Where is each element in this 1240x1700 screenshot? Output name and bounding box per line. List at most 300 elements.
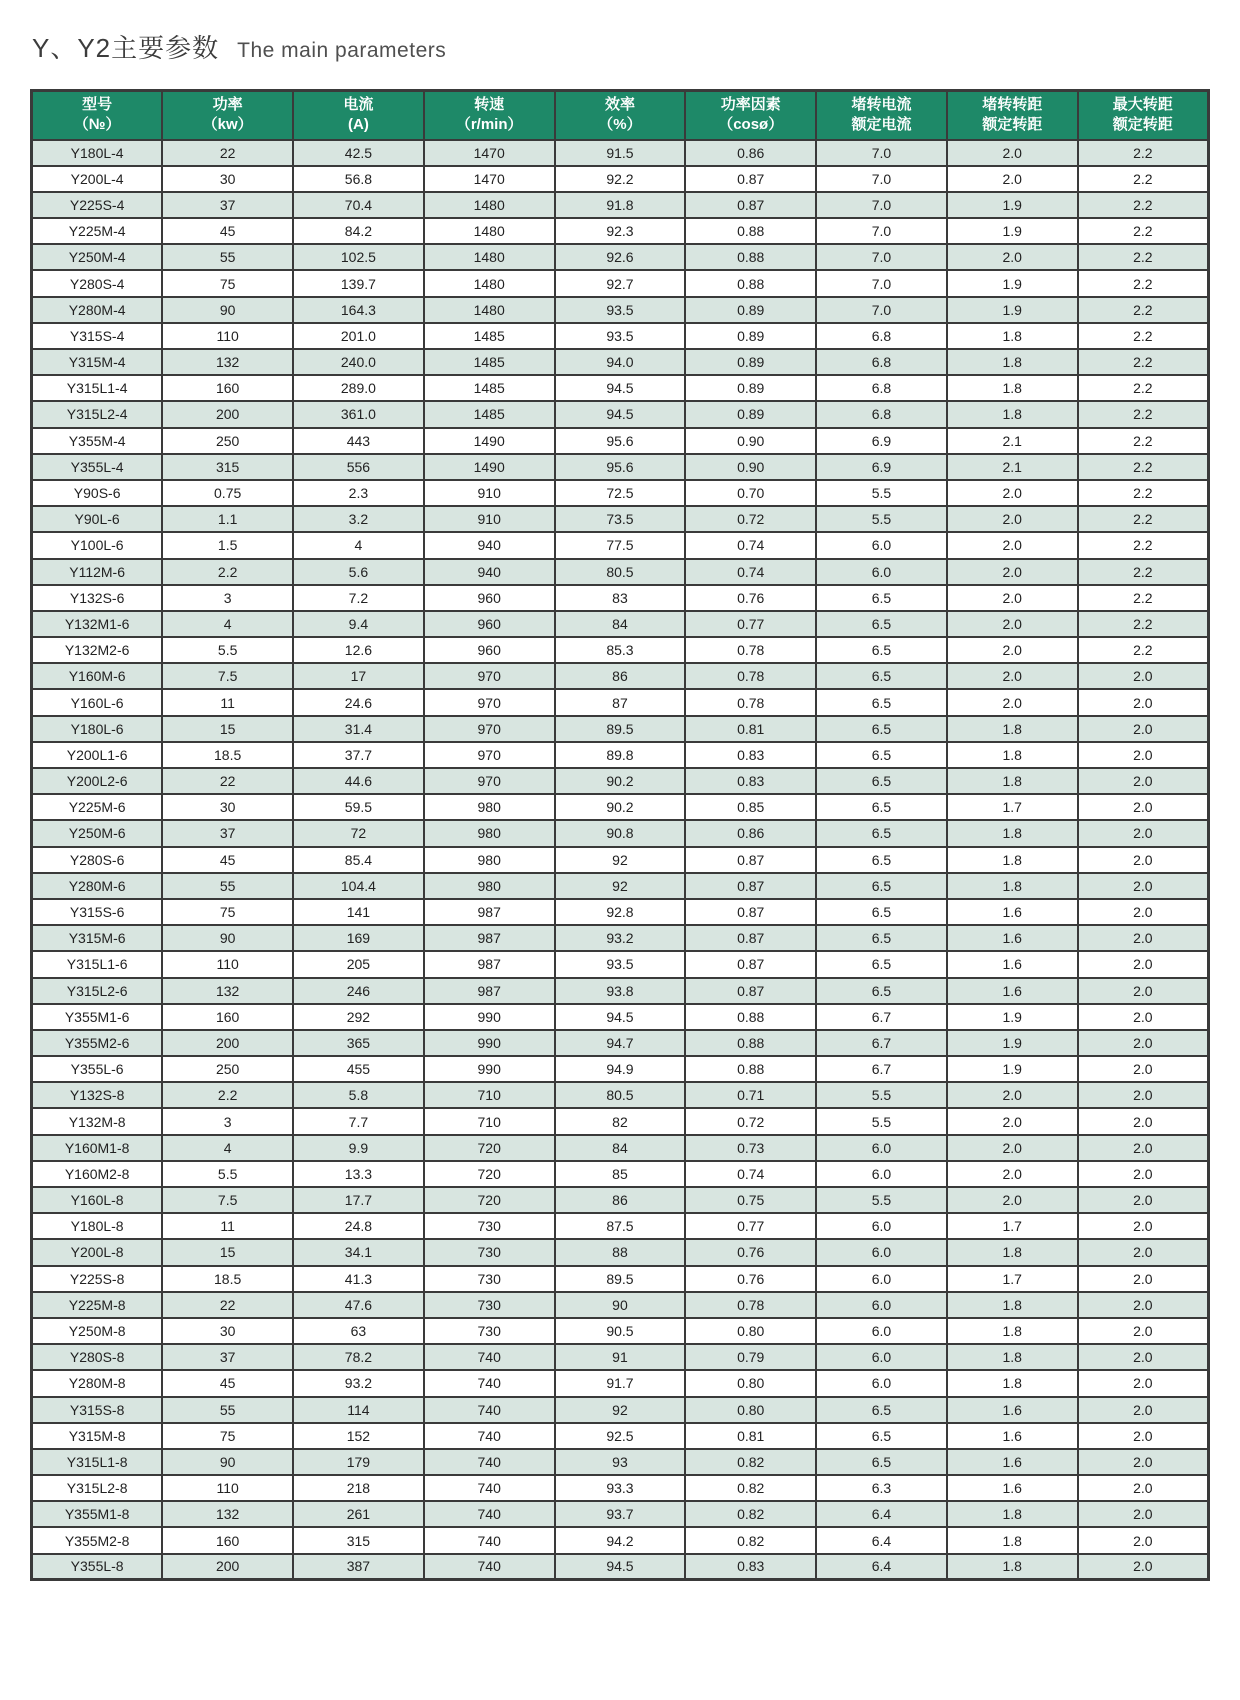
cell-power_kw: 200 bbox=[162, 1030, 293, 1056]
col-header-current-line1: 电流 bbox=[343, 96, 374, 113]
cell-locked_torque_ratio: 1.6 bbox=[947, 1423, 1078, 1449]
cell-power_kw: 250 bbox=[162, 1056, 293, 1082]
table-row bbox=[32, 1187, 1209, 1213]
cell-current_a: 9.9 bbox=[293, 1135, 424, 1161]
cell-current_a: 455 bbox=[293, 1056, 424, 1082]
cell-current_a: 5.8 bbox=[293, 1082, 424, 1108]
cell-locked_current_ratio: 6.7 bbox=[816, 1056, 947, 1082]
cell-locked_torque_ratio: 1.8 bbox=[947, 1554, 1078, 1580]
cell-speed_rpm: 710 bbox=[424, 1082, 555, 1108]
cell-max_torque_ratio: 2.0 bbox=[1078, 1004, 1209, 1030]
cell-power_factor: 0.87 bbox=[685, 847, 816, 873]
table-row bbox=[32, 1108, 1209, 1134]
cell-locked_current_ratio: 6.0 bbox=[816, 1161, 947, 1187]
cell-locked_torque_ratio: 1.8 bbox=[947, 768, 1078, 794]
cell-locked_torque_ratio: 1.8 bbox=[947, 375, 1078, 401]
cell-speed_rpm: 980 bbox=[424, 847, 555, 873]
table-row bbox=[32, 637, 1209, 663]
table-row bbox=[32, 349, 1209, 375]
cell-current_a: 70.4 bbox=[293, 192, 424, 218]
cell-speed_rpm: 970 bbox=[424, 663, 555, 689]
cell-locked_current_ratio: 6.5 bbox=[816, 925, 947, 951]
cell-locked_torque_ratio: 2.0 bbox=[947, 1082, 1078, 1108]
cell-efficiency_pct: 92.5 bbox=[555, 1423, 686, 1449]
col-header-power-factor-line2: （cosø） bbox=[718, 116, 784, 134]
cell-current_a: 44.6 bbox=[293, 768, 424, 794]
cell-power_kw: 5.5 bbox=[162, 1161, 293, 1187]
cell-power_kw: 1.1 bbox=[162, 506, 293, 532]
cell-max_torque_ratio: 2.2 bbox=[1078, 480, 1209, 506]
col-header-model-line2: （№） bbox=[73, 116, 121, 134]
cell-current_a: 315 bbox=[293, 1527, 424, 1553]
cell-efficiency_pct: 94.9 bbox=[555, 1056, 686, 1082]
cell-model: Y132M2-6 bbox=[32, 637, 163, 663]
cell-power_factor: 0.76 bbox=[685, 1239, 816, 1265]
cell-current_a: 289.0 bbox=[293, 375, 424, 401]
cell-speed_rpm: 970 bbox=[424, 768, 555, 794]
cell-efficiency_pct: 95.6 bbox=[555, 428, 686, 454]
cell-efficiency_pct: 89.5 bbox=[555, 1266, 686, 1292]
cell-power_kw: 22 bbox=[162, 140, 293, 166]
cell-max_torque_ratio: 2.0 bbox=[1078, 1187, 1209, 1213]
cell-max_torque_ratio: 2.2 bbox=[1078, 454, 1209, 480]
table-row bbox=[32, 1239, 1209, 1265]
cell-locked_torque_ratio: 1.8 bbox=[947, 1239, 1078, 1265]
cell-power_kw: 45 bbox=[162, 847, 293, 873]
cell-model: Y355M2-6 bbox=[32, 1030, 163, 1056]
cell-efficiency_pct: 85 bbox=[555, 1161, 686, 1187]
cell-power_factor: 0.82 bbox=[685, 1527, 816, 1553]
cell-efficiency_pct: 94.5 bbox=[555, 1554, 686, 1580]
cell-locked_torque_ratio: 1.6 bbox=[947, 1449, 1078, 1475]
cell-max_torque_ratio: 2.0 bbox=[1078, 873, 1209, 899]
cell-locked_current_ratio: 6.0 bbox=[816, 1318, 947, 1344]
cell-locked_torque_ratio: 1.9 bbox=[947, 218, 1078, 244]
cell-locked_torque_ratio: 1.8 bbox=[947, 1344, 1078, 1370]
cell-locked_current_ratio: 5.5 bbox=[816, 1108, 947, 1134]
cell-locked_current_ratio: 5.5 bbox=[816, 1187, 947, 1213]
cell-model: Y132S-6 bbox=[32, 585, 163, 611]
cell-model: Y315S-8 bbox=[32, 1397, 163, 1423]
page-title-en: The main parameters bbox=[237, 39, 447, 62]
cell-speed_rpm: 1485 bbox=[424, 323, 555, 349]
table-row bbox=[32, 768, 1209, 794]
col-header-current bbox=[293, 91, 424, 140]
cell-speed_rpm: 1490 bbox=[424, 428, 555, 454]
cell-efficiency_pct: 90.2 bbox=[555, 768, 686, 794]
table-row bbox=[32, 1082, 1209, 1108]
cell-max_torque_ratio: 2.0 bbox=[1078, 1292, 1209, 1318]
cell-locked_torque_ratio: 2.0 bbox=[947, 1108, 1078, 1134]
cell-model: Y225M-4 bbox=[32, 218, 163, 244]
cell-locked_torque_ratio: 2.0 bbox=[947, 637, 1078, 663]
table-row bbox=[32, 951, 1209, 977]
col-header-speed-line1: 转速 bbox=[474, 96, 505, 113]
cell-power_factor: 0.89 bbox=[685, 349, 816, 375]
cell-model: Y160M1-8 bbox=[32, 1135, 163, 1161]
cell-efficiency_pct: 89.8 bbox=[555, 742, 686, 768]
cell-locked_torque_ratio: 1.6 bbox=[947, 899, 1078, 925]
col-header-efficiency bbox=[555, 91, 686, 140]
cell-speed_rpm: 740 bbox=[424, 1397, 555, 1423]
cell-speed_rpm: 730 bbox=[424, 1213, 555, 1239]
cell-current_a: 24.8 bbox=[293, 1213, 424, 1239]
cell-power_kw: 110 bbox=[162, 1475, 293, 1501]
cell-max_torque_ratio: 2.0 bbox=[1078, 768, 1209, 794]
cell-power_factor: 0.75 bbox=[685, 1187, 816, 1213]
cell-locked_current_ratio: 6.5 bbox=[816, 899, 947, 925]
cell-max_torque_ratio: 2.0 bbox=[1078, 951, 1209, 977]
table-row bbox=[32, 323, 1209, 349]
cell-locked_current_ratio: 6.5 bbox=[816, 1397, 947, 1423]
cell-power_kw: 5.5 bbox=[162, 637, 293, 663]
cell-power_kw: 110 bbox=[162, 323, 293, 349]
table-row bbox=[32, 1554, 1209, 1580]
cell-locked_torque_ratio: 1.8 bbox=[947, 716, 1078, 742]
cell-locked_torque_ratio: 2.0 bbox=[947, 689, 1078, 715]
cell-locked_current_ratio: 6.5 bbox=[816, 847, 947, 873]
cell-speed_rpm: 960 bbox=[424, 637, 555, 663]
cell-power_kw: 30 bbox=[162, 794, 293, 820]
cell-locked_current_ratio: 6.9 bbox=[816, 454, 947, 480]
cell-power_kw: 75 bbox=[162, 270, 293, 296]
cell-current_a: 37.7 bbox=[293, 742, 424, 768]
cell-current_a: 102.5 bbox=[293, 244, 424, 270]
cell-model: Y280S-8 bbox=[32, 1344, 163, 1370]
cell-model: Y315L2-6 bbox=[32, 978, 163, 1004]
cell-power_kw: 90 bbox=[162, 1449, 293, 1475]
cell-efficiency_pct: 93 bbox=[555, 1449, 686, 1475]
col-header-power-factor bbox=[685, 91, 816, 140]
cell-efficiency_pct: 93.8 bbox=[555, 978, 686, 1004]
col-header-max-torque-line2: 额定转距 bbox=[1112, 116, 1173, 134]
cell-model: Y280M-4 bbox=[32, 297, 163, 323]
cell-speed_rpm: 987 bbox=[424, 925, 555, 951]
col-header-locked-current-line1: 堵转电流 bbox=[851, 96, 912, 113]
cell-power_kw: 11 bbox=[162, 689, 293, 715]
cell-locked_current_ratio: 6.5 bbox=[816, 794, 947, 820]
cell-power_factor: 0.78 bbox=[685, 1292, 816, 1318]
col-header-efficiency-line1: 效率 bbox=[604, 96, 635, 113]
cell-model: Y132M1-6 bbox=[32, 611, 163, 637]
cell-max_torque_ratio: 2.0 bbox=[1078, 1501, 1209, 1527]
cell-power_factor: 0.88 bbox=[685, 1056, 816, 1082]
cell-speed_rpm: 980 bbox=[424, 873, 555, 899]
cell-current_a: 104.4 bbox=[293, 873, 424, 899]
cell-locked_current_ratio: 6.5 bbox=[816, 820, 947, 846]
cell-efficiency_pct: 87.5 bbox=[555, 1213, 686, 1239]
page-title bbox=[30, 28, 1210, 65]
cell-model: Y315M-8 bbox=[32, 1423, 163, 1449]
cell-max_torque_ratio: 2.2 bbox=[1078, 349, 1209, 375]
cell-speed_rpm: 990 bbox=[424, 1056, 555, 1082]
table-row bbox=[32, 428, 1209, 454]
cell-speed_rpm: 960 bbox=[424, 585, 555, 611]
cell-locked_current_ratio: 6.0 bbox=[816, 559, 947, 585]
cell-power_factor: 0.77 bbox=[685, 611, 816, 637]
cell-locked_current_ratio: 6.5 bbox=[816, 663, 947, 689]
cell-locked_torque_ratio: 2.0 bbox=[947, 585, 1078, 611]
cell-max_torque_ratio: 2.0 bbox=[1078, 716, 1209, 742]
cell-efficiency_pct: 92.2 bbox=[555, 166, 686, 192]
cell-max_torque_ratio: 2.0 bbox=[1078, 1108, 1209, 1134]
cell-model: Y315M-6 bbox=[32, 925, 163, 951]
table-row bbox=[32, 559, 1209, 585]
cell-power_factor: 0.82 bbox=[685, 1475, 816, 1501]
cell-max_torque_ratio: 2.0 bbox=[1078, 1554, 1209, 1580]
cell-efficiency_pct: 94.5 bbox=[555, 401, 686, 427]
cell-speed_rpm: 910 bbox=[424, 506, 555, 532]
cell-power_factor: 0.74 bbox=[685, 1161, 816, 1187]
cell-efficiency_pct: 86 bbox=[555, 663, 686, 689]
cell-locked_torque_ratio: 1.6 bbox=[947, 925, 1078, 951]
cell-locked_torque_ratio: 1.7 bbox=[947, 794, 1078, 820]
cell-model: Y250M-6 bbox=[32, 820, 163, 846]
cell-max_torque_ratio: 2.0 bbox=[1078, 978, 1209, 1004]
cell-power_factor: 0.81 bbox=[685, 716, 816, 742]
cell-locked_current_ratio: 5.5 bbox=[816, 480, 947, 506]
cell-speed_rpm: 1480 bbox=[424, 244, 555, 270]
cell-power_kw: 22 bbox=[162, 768, 293, 794]
cell-current_a: 13.3 bbox=[293, 1161, 424, 1187]
table-row bbox=[32, 454, 1209, 480]
cell-locked_current_ratio: 6.5 bbox=[816, 951, 947, 977]
cell-power_kw: 15 bbox=[162, 1239, 293, 1265]
cell-max_torque_ratio: 2.0 bbox=[1078, 1370, 1209, 1396]
cell-efficiency_pct: 90.2 bbox=[555, 794, 686, 820]
cell-power_factor: 0.80 bbox=[685, 1370, 816, 1396]
cell-power_factor: 0.79 bbox=[685, 1344, 816, 1370]
cell-locked_torque_ratio: 2.0 bbox=[947, 559, 1078, 585]
table-row bbox=[32, 1135, 1209, 1161]
cell-power_kw: 30 bbox=[162, 166, 293, 192]
cell-model: Y180L-6 bbox=[32, 716, 163, 742]
cell-power_factor: 0.86 bbox=[685, 820, 816, 846]
cell-locked_torque_ratio: 1.8 bbox=[947, 349, 1078, 375]
col-header-locked-torque-line1: 堵转转距 bbox=[982, 96, 1043, 113]
cell-locked_current_ratio: 6.5 bbox=[816, 611, 947, 637]
cell-max_torque_ratio: 2.0 bbox=[1078, 1397, 1209, 1423]
cell-speed_rpm: 740 bbox=[424, 1344, 555, 1370]
cell-efficiency_pct: 91.7 bbox=[555, 1370, 686, 1396]
cell-power_factor: 0.82 bbox=[685, 1501, 816, 1527]
cell-locked_torque_ratio: 1.8 bbox=[947, 1527, 1078, 1553]
cell-model: Y250M-8 bbox=[32, 1318, 163, 1344]
cell-current_a: 63 bbox=[293, 1318, 424, 1344]
cell-efficiency_pct: 83 bbox=[555, 585, 686, 611]
cell-locked_current_ratio: 6.0 bbox=[816, 1344, 947, 1370]
cell-efficiency_pct: 82 bbox=[555, 1108, 686, 1134]
cell-efficiency_pct: 93.5 bbox=[555, 951, 686, 977]
cell-locked_current_ratio: 7.0 bbox=[816, 297, 947, 323]
cell-power_factor: 0.88 bbox=[685, 218, 816, 244]
cell-current_a: 2.3 bbox=[293, 480, 424, 506]
cell-current_a: 9.4 bbox=[293, 611, 424, 637]
cell-power_factor: 0.78 bbox=[685, 663, 816, 689]
cell-efficiency_pct: 84 bbox=[555, 611, 686, 637]
cell-efficiency_pct: 85.3 bbox=[555, 637, 686, 663]
cell-max_torque_ratio: 2.2 bbox=[1078, 192, 1209, 218]
cell-locked_torque_ratio: 1.6 bbox=[947, 1397, 1078, 1423]
cell-model: Y200L2-6 bbox=[32, 768, 163, 794]
cell-speed_rpm: 990 bbox=[424, 1004, 555, 1030]
cell-efficiency_pct: 90 bbox=[555, 1292, 686, 1318]
cell-power_kw: 4 bbox=[162, 611, 293, 637]
cell-power_kw: 250 bbox=[162, 428, 293, 454]
table-header bbox=[32, 91, 1209, 140]
cell-locked_current_ratio: 6.5 bbox=[816, 1423, 947, 1449]
cell-max_torque_ratio: 2.0 bbox=[1078, 742, 1209, 768]
col-header-locked-torque-line2: 额定转距 bbox=[982, 116, 1043, 134]
cell-power_factor: 0.90 bbox=[685, 454, 816, 480]
cell-power_factor: 0.87 bbox=[685, 925, 816, 951]
cell-model: Y180L-8 bbox=[32, 1213, 163, 1239]
cell-current_a: 292 bbox=[293, 1004, 424, 1030]
cell-model: Y112M-6 bbox=[32, 559, 163, 585]
cell-efficiency_pct: 91.5 bbox=[555, 140, 686, 166]
cell-locked_current_ratio: 6.0 bbox=[816, 1239, 947, 1265]
cell-speed_rpm: 730 bbox=[424, 1292, 555, 1318]
cell-current_a: 17 bbox=[293, 663, 424, 689]
cell-current_a: 47.6 bbox=[293, 1292, 424, 1318]
cell-model: Y315S-6 bbox=[32, 899, 163, 925]
cell-locked_torque_ratio: 1.9 bbox=[947, 270, 1078, 296]
cell-power_factor: 0.83 bbox=[685, 768, 816, 794]
table-row bbox=[32, 532, 1209, 558]
cell-speed_rpm: 970 bbox=[424, 742, 555, 768]
cell-speed_rpm: 1480 bbox=[424, 297, 555, 323]
cell-power_factor: 0.88 bbox=[685, 244, 816, 270]
table-row bbox=[32, 1501, 1209, 1527]
cell-power_kw: 7.5 bbox=[162, 663, 293, 689]
cell-current_a: 169 bbox=[293, 925, 424, 951]
table-row bbox=[32, 401, 1209, 427]
cell-speed_rpm: 987 bbox=[424, 951, 555, 977]
cell-locked_current_ratio: 6.4 bbox=[816, 1527, 947, 1553]
table-row bbox=[32, 1056, 1209, 1082]
table-row bbox=[32, 611, 1209, 637]
table-row bbox=[32, 506, 1209, 532]
cell-model: Y355L-4 bbox=[32, 454, 163, 480]
cell-locked_torque_ratio: 1.8 bbox=[947, 401, 1078, 427]
cell-efficiency_pct: 92 bbox=[555, 873, 686, 899]
cell-locked_current_ratio: 6.4 bbox=[816, 1501, 947, 1527]
col-header-model bbox=[32, 91, 163, 140]
table-body bbox=[32, 140, 1209, 1580]
cell-power_factor: 0.83 bbox=[685, 742, 816, 768]
cell-speed_rpm: 1485 bbox=[424, 349, 555, 375]
cell-model: Y160M-6 bbox=[32, 663, 163, 689]
cell-power_kw: 200 bbox=[162, 1554, 293, 1580]
cell-locked_torque_ratio: 1.7 bbox=[947, 1266, 1078, 1292]
cell-efficiency_pct: 94.2 bbox=[555, 1527, 686, 1553]
cell-power_kw: 45 bbox=[162, 1370, 293, 1396]
cell-max_torque_ratio: 2.2 bbox=[1078, 611, 1209, 637]
cell-locked_torque_ratio: 2.1 bbox=[947, 454, 1078, 480]
table-row bbox=[32, 375, 1209, 401]
cell-speed_rpm: 730 bbox=[424, 1318, 555, 1344]
cell-locked_torque_ratio: 1.8 bbox=[947, 1501, 1078, 1527]
table-row bbox=[32, 1004, 1209, 1030]
table-row bbox=[32, 847, 1209, 873]
cell-power_kw: 37 bbox=[162, 820, 293, 846]
cell-efficiency_pct: 92 bbox=[555, 847, 686, 873]
table-row bbox=[32, 1030, 1209, 1056]
col-header-efficiency-line2: （%） bbox=[598, 116, 642, 134]
cell-power_factor: 0.77 bbox=[685, 1213, 816, 1239]
cell-speed_rpm: 720 bbox=[424, 1135, 555, 1161]
table-row bbox=[32, 480, 1209, 506]
cell-model: Y355M1-8 bbox=[32, 1501, 163, 1527]
cell-current_a: 141 bbox=[293, 899, 424, 925]
cell-locked_current_ratio: 6.3 bbox=[816, 1475, 947, 1501]
cell-locked_current_ratio: 6.5 bbox=[816, 637, 947, 663]
col-header-speed bbox=[424, 91, 555, 140]
cell-current_a: 7.2 bbox=[293, 585, 424, 611]
cell-power_kw: 22 bbox=[162, 1292, 293, 1318]
cell-power_factor: 0.81 bbox=[685, 1423, 816, 1449]
cell-power_factor: 0.89 bbox=[685, 401, 816, 427]
cell-max_torque_ratio: 2.0 bbox=[1078, 1266, 1209, 1292]
cell-locked_torque_ratio: 2.0 bbox=[947, 166, 1078, 192]
cell-locked_current_ratio: 6.4 bbox=[816, 1554, 947, 1580]
table-row bbox=[32, 1292, 1209, 1318]
table-row bbox=[32, 663, 1209, 689]
cell-locked_current_ratio: 6.5 bbox=[816, 768, 947, 794]
cell-power_kw: 15 bbox=[162, 716, 293, 742]
cell-model: Y280S-6 bbox=[32, 847, 163, 873]
cell-max_torque_ratio: 2.2 bbox=[1078, 323, 1209, 349]
cell-power_factor: 0.85 bbox=[685, 794, 816, 820]
col-header-speed-line2: （r/min） bbox=[455, 116, 523, 134]
cell-locked_current_ratio: 6.5 bbox=[816, 1449, 947, 1475]
cell-efficiency_pct: 92.7 bbox=[555, 270, 686, 296]
table-row bbox=[32, 1266, 1209, 1292]
cell-model: Y200L-8 bbox=[32, 1239, 163, 1265]
cell-locked_torque_ratio: 1.9 bbox=[947, 1056, 1078, 1082]
cell-locked_current_ratio: 7.0 bbox=[816, 218, 947, 244]
cell-efficiency_pct: 90.5 bbox=[555, 1318, 686, 1344]
cell-power_kw: 200 bbox=[162, 401, 293, 427]
cell-locked_current_ratio: 6.5 bbox=[816, 873, 947, 899]
cell-max_torque_ratio: 2.2 bbox=[1078, 140, 1209, 166]
table-row bbox=[32, 1370, 1209, 1396]
cell-speed_rpm: 980 bbox=[424, 794, 555, 820]
cell-max_torque_ratio: 2.0 bbox=[1078, 847, 1209, 873]
cell-current_a: 240.0 bbox=[293, 349, 424, 375]
cell-speed_rpm: 1470 bbox=[424, 166, 555, 192]
cell-model: Y160M2-8 bbox=[32, 1161, 163, 1187]
cell-current_a: 56.8 bbox=[293, 166, 424, 192]
cell-locked_torque_ratio: 1.8 bbox=[947, 847, 1078, 873]
cell-speed_rpm: 740 bbox=[424, 1475, 555, 1501]
table-row bbox=[32, 218, 1209, 244]
parameters-table bbox=[30, 89, 1210, 1581]
cell-power_kw: 0.75 bbox=[162, 480, 293, 506]
table-row bbox=[32, 1344, 1209, 1370]
cell-current_a: 365 bbox=[293, 1030, 424, 1056]
cell-locked_torque_ratio: 2.0 bbox=[947, 244, 1078, 270]
cell-model: Y315L2-4 bbox=[32, 401, 163, 427]
cell-locked_torque_ratio: 1.9 bbox=[947, 192, 1078, 218]
cell-current_a: 7.7 bbox=[293, 1108, 424, 1134]
cell-locked_current_ratio: 6.9 bbox=[816, 428, 947, 454]
cell-power_kw: 90 bbox=[162, 297, 293, 323]
cell-power_kw: 2.2 bbox=[162, 559, 293, 585]
cell-locked_torque_ratio: 1.6 bbox=[947, 978, 1078, 1004]
cell-locked_current_ratio: 6.8 bbox=[816, 401, 947, 427]
cell-locked_current_ratio: 6.0 bbox=[816, 1292, 947, 1318]
